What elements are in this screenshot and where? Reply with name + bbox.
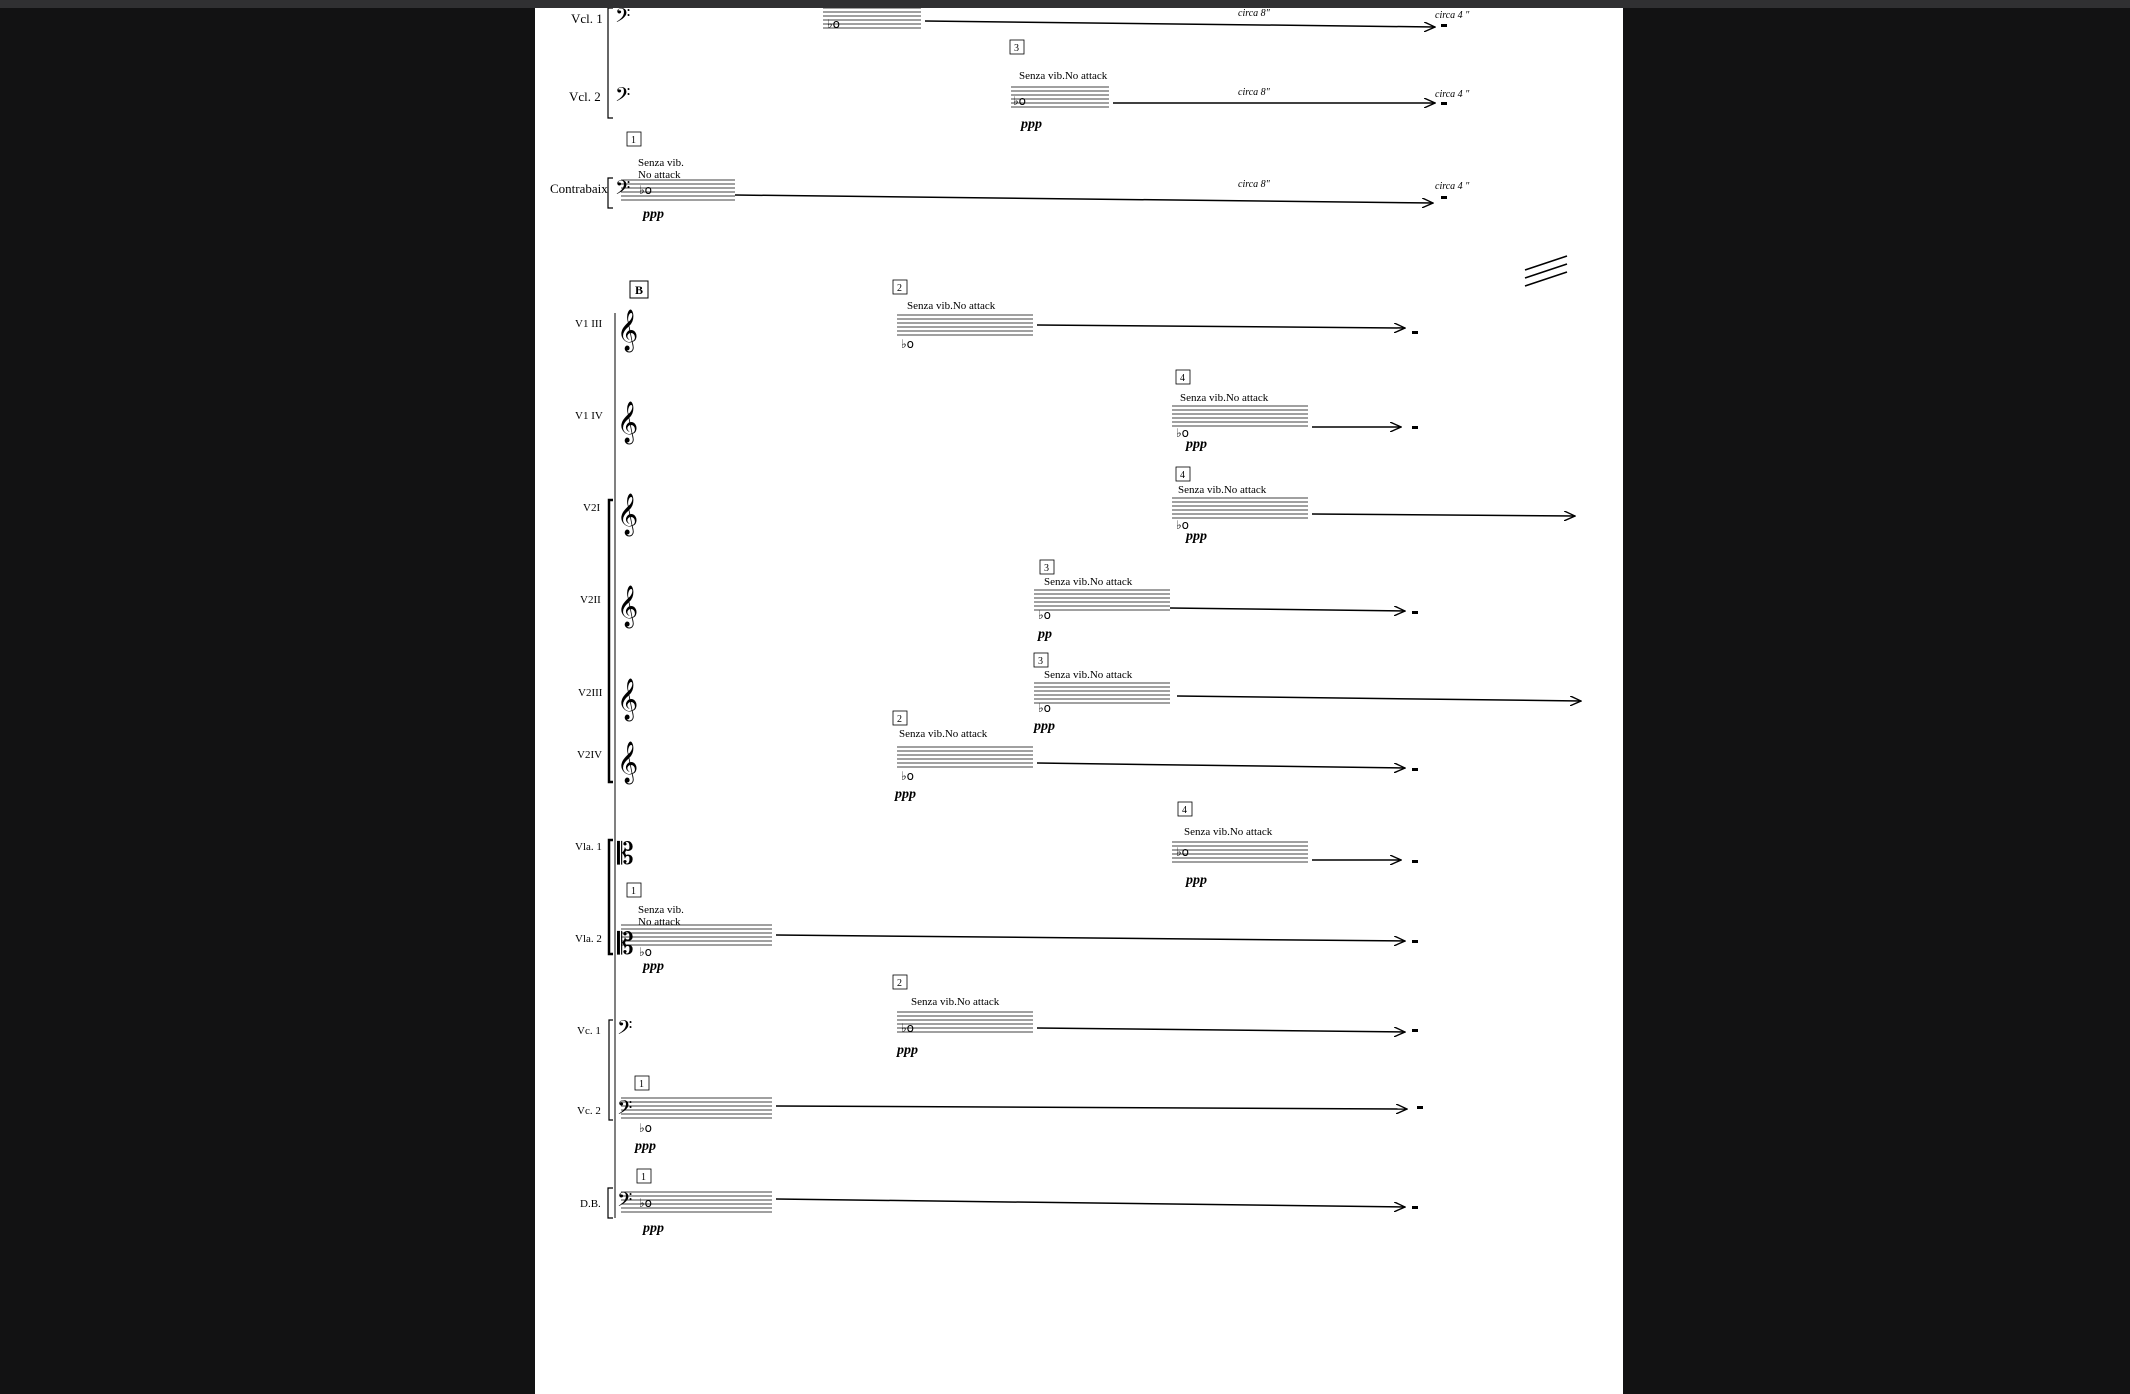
cue-number: 3 [1014, 43, 1019, 54]
duration-arrow [1037, 1028, 1405, 1032]
dynamic-marking: pp [1038, 627, 1052, 642]
duration-arrow [1170, 608, 1405, 611]
flat-whole-note: ♭o [639, 1121, 653, 1135]
treble-clef-icon: 𝄞 [617, 310, 639, 351]
cue-number: 2 [897, 283, 902, 294]
dynamic-marking: ppp [1186, 437, 1207, 452]
circa-marking: circa 8" [1238, 87, 1270, 98]
staff-lines [897, 315, 1033, 335]
dynamic-marking: ppp [643, 1221, 664, 1236]
circa-marking: circa 4 " [1435, 10, 1470, 21]
alto-clef-icon: 𝄡 [617, 837, 634, 872]
staff-bracket [609, 500, 613, 782]
flat-whole-note: ♭o [639, 945, 653, 959]
whole-rest [1412, 940, 1418, 943]
circa-marking: circa 4 " [1435, 89, 1470, 100]
technique-annotation: Senza vib. [638, 904, 684, 916]
flat-whole-note: ♭o [1176, 845, 1190, 859]
duration-arrow [1177, 696, 1581, 701]
instrument-label: V2III [578, 687, 603, 699]
staff-v1iv [575, 370, 1418, 452]
treble-clef-icon: 𝄞 [617, 586, 639, 627]
technique-annotation: Senza vib. [638, 157, 684, 169]
dynamic-marking: ppp [1034, 719, 1055, 734]
whole-rest [1417, 1106, 1423, 1109]
cue-number: 2 [897, 714, 902, 725]
staff-v2ii [580, 560, 1418, 642]
bass-clef-icon: 𝄢 [615, 83, 631, 111]
staff-lines [897, 1012, 1033, 1032]
whole-rest [1441, 196, 1447, 199]
dynamic-marking: ppp [1186, 529, 1207, 544]
instrument-label: Vc. 2 [577, 1105, 601, 1117]
staff-lines [1172, 842, 1308, 862]
dynamic-marking: ppp [1021, 117, 1042, 132]
flat-whole-note: ♭o [901, 1021, 915, 1035]
technique-annotation: Senza vib.No attack [899, 728, 988, 740]
technique-annotation: No attack [638, 169, 681, 181]
bass-clef-icon: 𝄢 [617, 1016, 633, 1044]
staff-v2i [583, 467, 1575, 544]
flat-whole-note: ♭o [1013, 94, 1027, 108]
flat-whole-note: ♭o [639, 1196, 653, 1210]
dynamic-marking: ppp [643, 207, 664, 222]
system-separator-icon [1525, 256, 1567, 286]
instrument-label: Vla. 2 [575, 933, 602, 945]
bass-clef-icon: 𝄢 [617, 1096, 633, 1124]
cue-number: 1 [631, 135, 636, 146]
dynamic-marking: ppp [643, 959, 664, 974]
technique-annotation: Senza vib.No attack [1180, 392, 1269, 404]
treble-clef-icon: 𝄞 [617, 494, 639, 535]
technique-annotation: Senza vib.No attack [907, 300, 996, 312]
circa-marking: circa 8" [1238, 8, 1270, 19]
treble-clef-icon: 𝄞 [617, 742, 639, 783]
duration-arrow [735, 195, 1433, 203]
cue-number: 1 [641, 1172, 646, 1183]
staff-v2iv [577, 711, 1418, 802]
cue-number: 4 [1180, 470, 1185, 481]
whole-rest [1412, 1206, 1418, 1209]
cue-number: 2 [897, 978, 902, 989]
cue-number: 1 [631, 886, 636, 897]
staff-vc1 [577, 975, 1418, 1058]
circa-marking: circa 4 " [1435, 181, 1470, 192]
viewer-top-bar [0, 0, 2130, 8]
duration-arrow [1312, 514, 1575, 516]
technique-annotation: Senza vib.No attack [911, 996, 1000, 1008]
staff-contrabaix [550, 132, 1470, 222]
flat-whole-note: ♭o [901, 337, 915, 351]
dynamic-marking: ppp [1186, 873, 1207, 888]
cue-number: 3 [1038, 656, 1043, 667]
staff-vc2 [577, 1076, 1423, 1154]
whole-rest [1412, 611, 1418, 614]
whole-rest [1441, 24, 1447, 27]
staff-bracket [608, 178, 613, 208]
instrument-label: D.B. [580, 1198, 601, 1210]
instrument-label: V2II [580, 594, 601, 606]
flat-whole-note: ♭o [1176, 426, 1190, 440]
score-page[interactable] [535, 8, 1623, 1394]
staff-lines [621, 925, 772, 945]
staff-v1iii [575, 280, 1418, 352]
technique-annotation: Senza vib.No attack [1184, 826, 1273, 838]
technique-annotation: Senza vib.No attack [1019, 70, 1108, 82]
flat-whole-note: ♭o [1038, 608, 1052, 622]
technique-annotation: Senza vib.No attack [1044, 576, 1133, 588]
bass-clef-icon: 𝄢 [617, 1188, 633, 1216]
staff-bracket [608, 1188, 613, 1218]
treble-clef-icon: 𝄞 [617, 402, 639, 443]
instrument-label: V2I [583, 502, 601, 514]
circa-marking: circa 8" [1238, 179, 1270, 190]
cue-number: 4 [1180, 373, 1185, 384]
rehearsal-mark: B [635, 283, 644, 297]
staff-vla1 [575, 802, 1418, 888]
instrument-label: Vcl. 2 [569, 89, 601, 104]
whole-rest [1412, 768, 1418, 771]
whole-rest [1441, 102, 1447, 105]
staff-lines [1172, 406, 1308, 426]
instrument-label: Vc. 1 [577, 1025, 601, 1037]
whole-rest [1412, 426, 1418, 429]
instrument-label: Contrabaix [550, 181, 608, 196]
score-canvas [535, 8, 1623, 1394]
staff-v2iii [578, 653, 1581, 734]
cue-number: 1 [639, 1079, 644, 1090]
flat-whole-note: ♭o [1038, 701, 1052, 715]
dynamic-marking: ppp [897, 1043, 918, 1058]
technique-annotation: No attack [638, 916, 681, 928]
staff-vcl1 [571, 8, 1470, 32]
staff-bracket [608, 8, 613, 118]
staff-db [580, 1169, 1418, 1236]
alto-clef-icon: 𝄡 [617, 927, 634, 962]
flat-whole-note: ♭o [1176, 518, 1190, 532]
technique-annotation: Senza vib.No attack [1178, 484, 1267, 496]
dynamic-marking: ppp [895, 787, 916, 802]
bass-clef-icon: 𝄢 [615, 176, 631, 204]
flat-whole-note: ♭o [639, 183, 653, 197]
staff-vcl2 [569, 40, 1470, 132]
duration-arrow [925, 21, 1435, 27]
treble-clef-icon: 𝄞 [617, 679, 639, 720]
instrument-label: V1 III [575, 318, 603, 330]
whole-rest [1412, 331, 1418, 334]
duration-arrow [776, 1106, 1407, 1109]
instrument-label: Vla. 1 [575, 841, 602, 853]
duration-arrow [776, 935, 1405, 941]
staff-bracket [609, 1020, 613, 1120]
instrument-label: V1 IV [575, 410, 603, 422]
cue-number: 4 [1182, 805, 1187, 816]
dynamic-marking: ppp [635, 1139, 656, 1154]
staff-lines [1034, 590, 1170, 610]
duration-arrow [1037, 325, 1405, 328]
instrument-label: Vcl. 1 [571, 11, 603, 26]
cue-number: 3 [1044, 563, 1049, 574]
duration-arrow [1037, 763, 1405, 768]
technique-annotation: Senza vib.No attack [1044, 669, 1133, 681]
whole-rest [1412, 1029, 1418, 1032]
staff-lines [1034, 683, 1170, 703]
flat-whole-note: ♭o [901, 769, 915, 783]
bass-clef-icon: 𝄢 [615, 8, 631, 32]
instrument-label: V2IV [577, 749, 603, 761]
staff-lines [621, 1098, 772, 1118]
duration-arrow [776, 1199, 1405, 1207]
staff-bracket [609, 840, 613, 954]
staff-vla2 [575, 883, 1418, 974]
staff-lines [1172, 498, 1308, 518]
staff-lines [897, 747, 1033, 767]
whole-rest [1412, 860, 1418, 863]
flat-whole-note: ♭o [827, 17, 841, 31]
